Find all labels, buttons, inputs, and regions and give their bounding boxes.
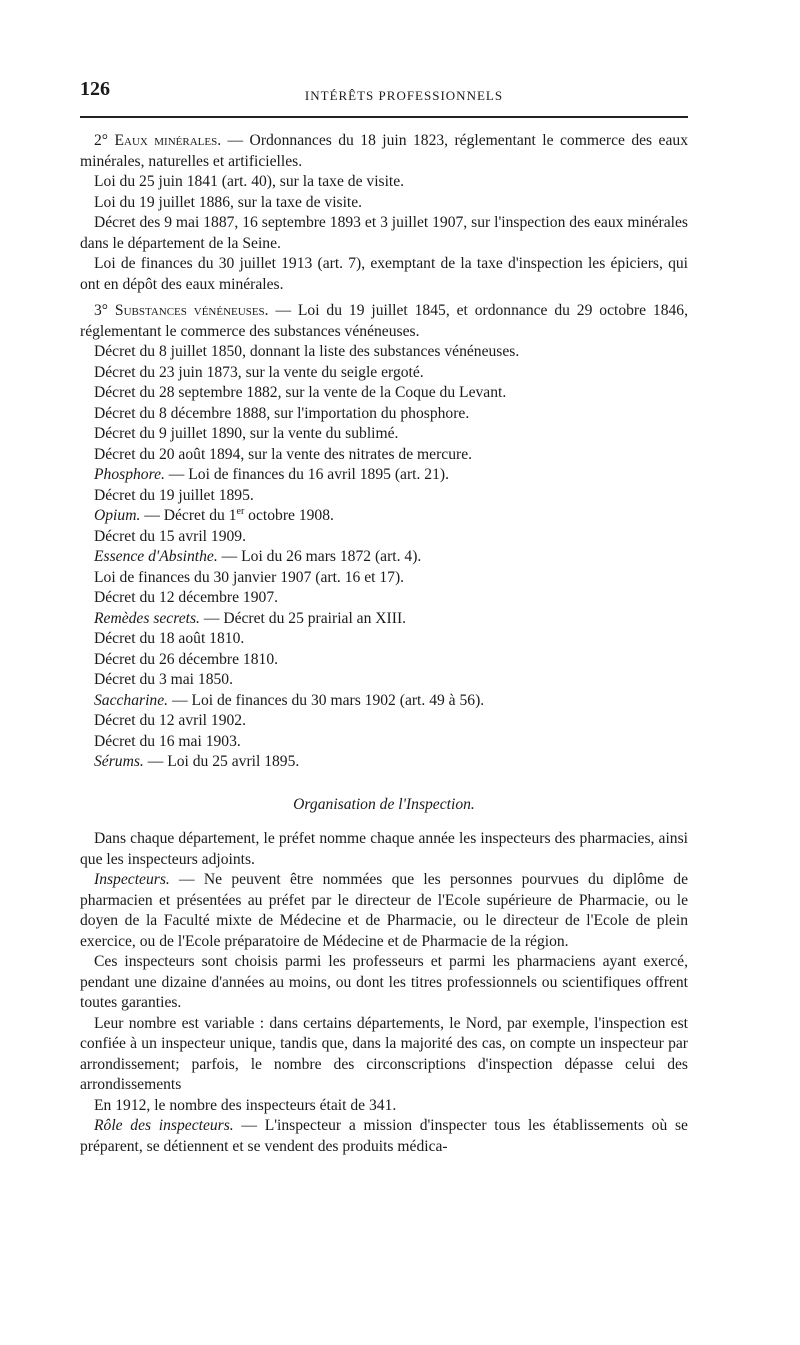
section-substances-veneneuses: [80, 301, 688, 342]
body-text: [80, 131, 688, 1157]
paragraph-label: Rôle des inspecteurs.: [94, 1117, 234, 1134]
list-item: Loi du 25 juin 1841 (art. 40), sur la taxe de visite.: [94, 173, 405, 190]
section-intro: — Ordonnances du 18 juin 1823, réglementant le commerce des eaux minérales, naturelles et artificielles.: [80, 132, 688, 170]
list-item: [80, 609, 688, 630]
list-item: [80, 752, 688, 773]
item-text: — Loi de finances du 16 avril 1895 (art. 21).: [164, 466, 449, 483]
paragraph-label: Inspecteurs.: [94, 871, 170, 888]
list-item: Décret du 28 septembre 1882, sur la vente de la Coque du Levant.: [94, 384, 507, 401]
item-text: — Loi du 25 avril 1895.: [143, 753, 300, 770]
section-heading: Substances vénéneuses.: [114, 302, 269, 319]
list-item: Loi de finances du 30 janvier 1907 (art. 16 et 17).: [94, 568, 405, 586]
list-item: [80, 506, 688, 527]
list-item: Décret du 3 mai 1850.: [94, 671, 234, 688]
list-item: [80, 547, 688, 568]
paragraph: Leur nombre est variable : dans certains départements, le Nord, par exemple, l'inspection est confiée à un inspecteur unique, tandis que, dans la majorité des cas, on compte un inspecteur par arrondissement; parfois, le nombre des circonscriptions d'inspection dépasse celui des arrondissements: [80, 1014, 688, 1093]
item-label: Remèdes secrets.: [94, 609, 200, 627]
item-text: octobre 1908.: [244, 507, 334, 524]
item-label: Essence d'Absinthe.: [94, 548, 218, 565]
list-item: Décret du 9 juillet 1890, sur la vente du sublimé.: [94, 425, 399, 442]
section-number: 3°: [94, 302, 109, 319]
list-item: Décret du 8 décembre 1888, sur l'importation du phosphore.: [94, 404, 470, 422]
list-item: [80, 465, 688, 486]
page: [80, 78, 688, 1155]
paragraph-text: — Ne peuvent être nommées que les personnes pourvues du diplôme de pharmacien et présentées au préfet par le directeur de l'Ecole supérieure de Pharmacie, ou le doyen de la Faculté mixte de Médecine et de Pharmacie, ou le directeur de l'Ecole de plein exercice, ou de l'Ecole préparatoire de Médecine et de Pharmacie de la région.: [80, 871, 688, 950]
page-header: [80, 78, 688, 108]
item-label: Opium.: [94, 507, 141, 524]
list-item: Décret du 18 août 1810.: [94, 630, 245, 647]
section-heading: Eaux minérales.: [114, 132, 222, 149]
subsection-title: Organisation de l'Inspection.: [293, 795, 475, 813]
paragraph: Ces inspecteurs sont choisis parmi les professeurs et parmi les pharmaciens ayant exercé, pendant une dizaine d'années au moins, ou dont les titres professionnels ou scientifiques offrent toutes garanties.: [80, 953, 688, 1011]
list-item: Décret du 26 décembre 1810.: [94, 650, 279, 668]
list-item: Décret du 15 avril 1909.: [94, 527, 246, 545]
paragraph: [80, 870, 688, 952]
paragraph: [80, 1116, 688, 1157]
page-number: 126: [80, 78, 110, 100]
list-item: Décret du 16 mai 1903.: [94, 732, 241, 750]
item-label: Saccharine.: [94, 691, 169, 709]
paragraph: En 1912, le nombre des inspecteurs était de 341.: [94, 1096, 397, 1114]
list-item: Décret du 23 juin 1873, sur la vente du seigle ergoté.: [94, 363, 424, 381]
running-title: INTÉRÊTS PROFESSIONNELS: [304, 88, 504, 103]
list-item: Décret du 8 juillet 1850, donnant la liste des substances vénéneuses.: [94, 343, 520, 360]
list-item: Décret du 12 décembre 1907.: [94, 589, 279, 606]
paragraph-text: — L'inspecteur a mission d'inspecter tous les établissements où se préparent, se détiennent et se vendent des produits médica-: [80, 1117, 688, 1155]
section-intro: — Loi du 19 juillet 1845, et ordonnance du 29 octobre 1846, réglementant le commerce des substances vénéneuses.: [80, 302, 688, 340]
item-text: — Décret du 1: [140, 507, 237, 524]
list-item: Décret des 9 mai 1887, 16 septembre 1893 et 3 juillet 1907, sur l'inspection des eaux minérales dans le département de la Seine.: [80, 214, 688, 252]
list-item: Décret du 12 avril 1902.: [94, 712, 246, 729]
item-label: Phosphore.: [94, 466, 165, 483]
section-number: 2°: [94, 132, 109, 149]
list-item: [80, 691, 688, 712]
item-text: — Loi de finances du 30 mars 1902 (art. 49 à 56).: [168, 691, 485, 709]
item-text: — Décret du 25 prairial an XIII.: [199, 609, 407, 627]
item-text: — Loi du 26 mars 1872 (art. 4).: [217, 548, 422, 565]
section-eaux-minerales: [80, 131, 688, 172]
list-item: Décret du 19 juillet 1895.: [94, 486, 254, 504]
list-item: Décret du 20 août 1894, sur la vente des nitrates de mercure.: [94, 445, 473, 463]
superscript: er: [236, 505, 245, 517]
item-label: Sérums.: [94, 753, 144, 770]
paragraph: Dans chaque département, le préfet nomme chaque année les inspecteurs des pharmacies, ainsi que les inspecteurs adjoints.: [80, 830, 688, 868]
header-rule: [80, 116, 688, 118]
list-item: Loi de finances du 30 juillet 1913 (art. 7), exemptant de la taxe d'inspection les épiciers, qui ont en dépôt des eaux minérales.: [80, 255, 688, 293]
list-item: Loi du 19 juillet 1886, sur la taxe de visite.: [94, 193, 363, 211]
